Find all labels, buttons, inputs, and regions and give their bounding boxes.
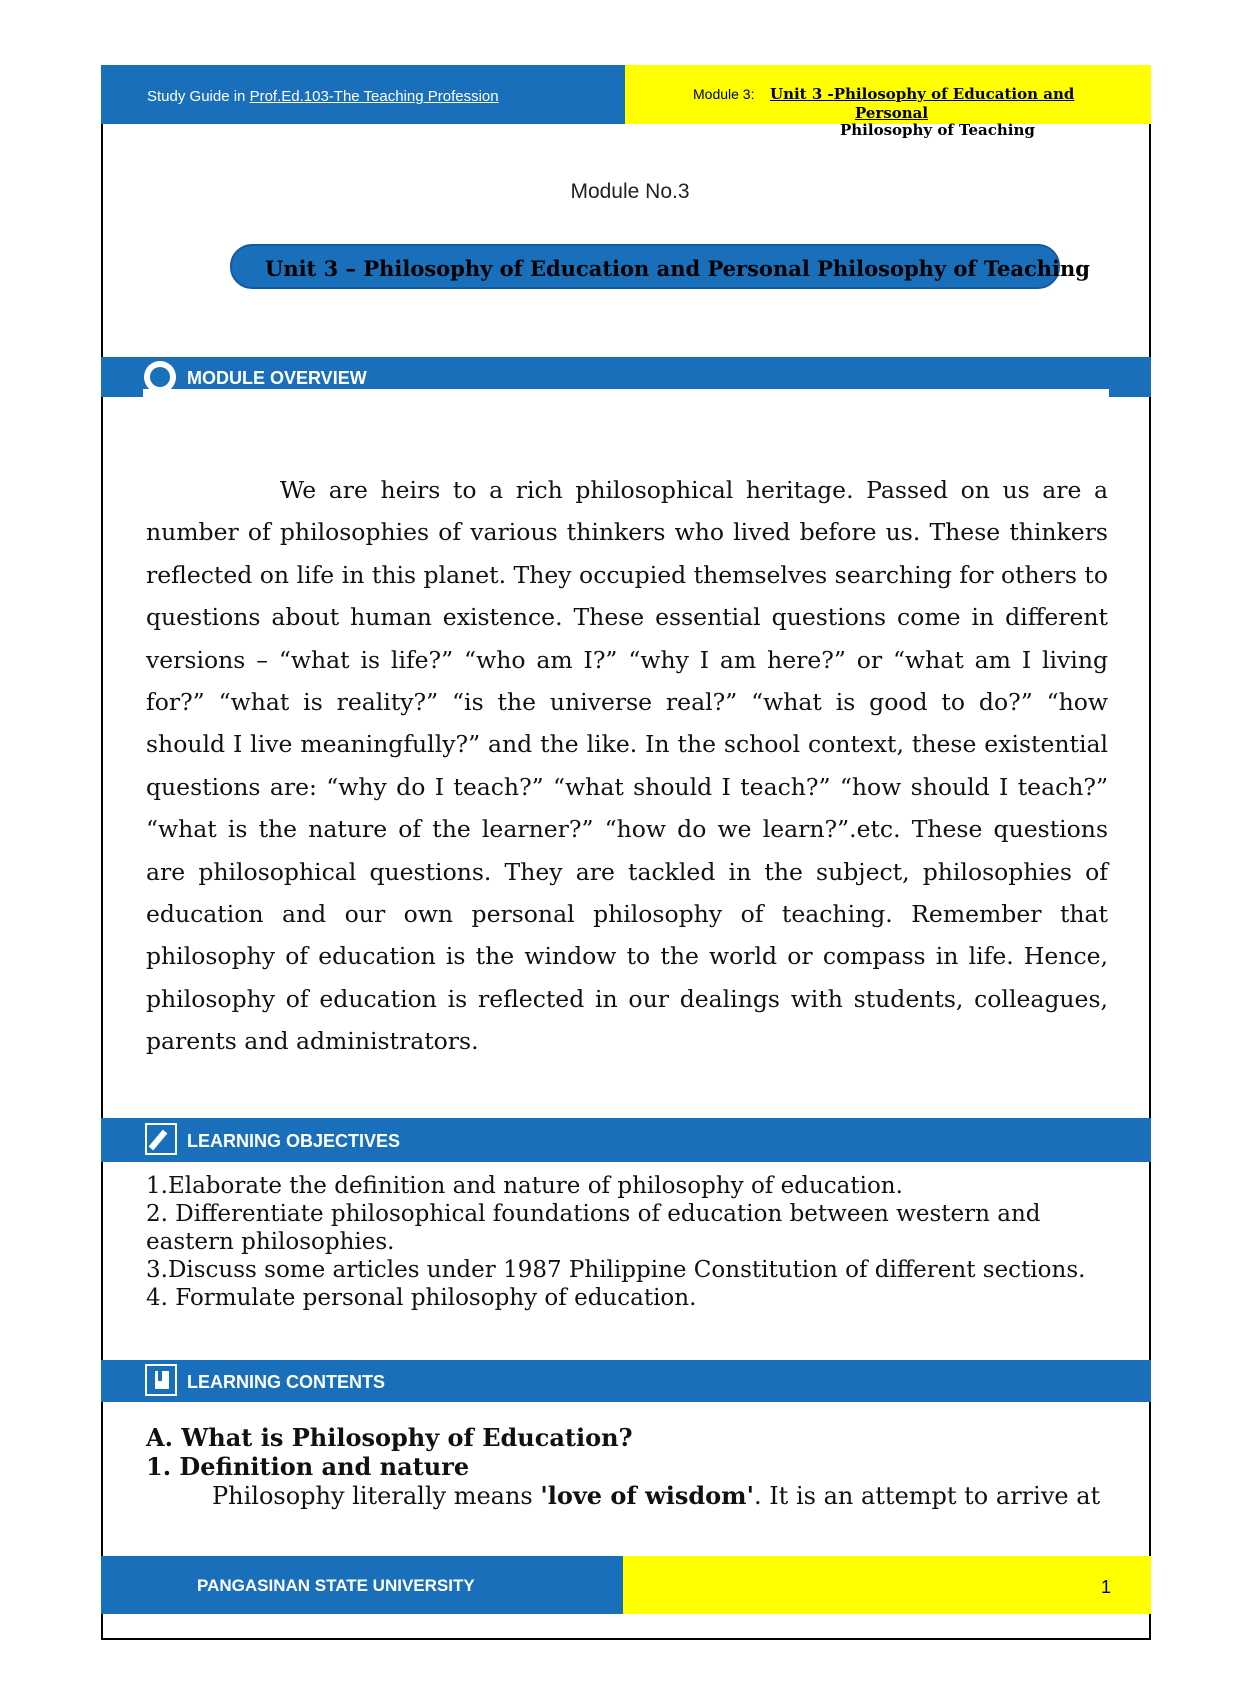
overview-paragraph: [146, 469, 1108, 1063]
header-left: [101, 65, 625, 124]
header-prefix: Study Guide in: [147, 88, 250, 105]
content-text-suffix: . It is an attempt to arrive at: [753, 1482, 1101, 1510]
header-right: [625, 65, 1151, 139]
content-text-prefix: Philosophy literally means: [212, 1482, 541, 1510]
objective-item: 3.Discuss some articles under 1987 Philippine Constitution of different sections.: [146, 1257, 1086, 1283]
unit-header-line3: Philosophy of Teaching: [840, 121, 1035, 139]
overview-text: We are heirs to a rich philosophical heritage. Passed on us are a number of philosophies of various thinkers who lived before us. These thinkers reflected on life in this planet. They occupied themselves searching for others to questions about human existence. These essential questions come in different versions – “what is life?” “who am I?” “why I am here?” or “what am I living for?” “what is reality?” “is the universe real?” “what is good to do?” “how should I live meaningfully?” and the like. In the school context, these existential questions are: “why do I teach?” “what should I teach?” “how should I teach?” “what is the nature of the learner?” “how do we learn?”.etc. These questions are philosophical questions. They are tackled in the subject, philosophies of education and our own personal philosophy of teaching. Remember that philosophy of education is the window to the world or compass in life. Hence, philosophy of education is reflected in our dealings with students, colleagues, parents and administrators.: [146, 476, 1108, 1056]
module-number: Module No.3: [570, 180, 690, 203]
university-name: PANGASINAN STATE UNIVERSITY: [197, 1576, 475, 1595]
objective-item: 1.Elaborate the definition and nature of philosophy of education.: [146, 1173, 903, 1199]
unit-header-line1: Philosophy of Education and: [833, 85, 1075, 103]
course-link[interactable]: Prof.Ed.103-The Teaching Profession: [249, 88, 499, 105]
module-overview-bar: [101, 357, 1151, 397]
learning-contents-bar: [101, 1360, 1151, 1402]
learning-contents: [146, 1423, 1126, 1511]
unit-header-unit: Unit 3 -: [770, 85, 834, 103]
unit-header-line2: Personal: [855, 104, 929, 122]
unit-title-pill: [230, 244, 1090, 289]
pencil-icon: [145, 1123, 177, 1155]
content-heading-1: 1. Definition and nature: [146, 1452, 470, 1481]
footer-left: [101, 1556, 623, 1614]
unit-header: [770, 85, 1074, 103]
content-text-bold: 'love of wisdom': [540, 1481, 754, 1510]
module-label: Module 3:: [693, 86, 755, 102]
objectives-list: [146, 1172, 1126, 1312]
footer-right: [623, 1556, 1151, 1614]
objective-item: 2. Differentiate philosophical foundations of education between western and eastern philosophies.: [146, 1201, 1041, 1255]
unit-title: Unit 3 – Philosophy of Education and Personal Philosophy of Teaching: [265, 256, 1090, 281]
target-icon: [144, 361, 176, 393]
content-paragraph: [146, 1481, 1126, 1511]
objective-item: 4. Formulate personal philosophy of education.: [146, 1285, 697, 1311]
learning-objectives-bar: [101, 1118, 1151, 1162]
page-number: 1: [1101, 1577, 1112, 1597]
book-icon: [145, 1364, 177, 1396]
bar-underline: [143, 389, 1109, 397]
learning-contents-title: LEARNING CONTENTS: [187, 1372, 385, 1392]
module-overview-title: MODULE OVERVIEW: [187, 368, 367, 388]
learning-objectives-title: LEARNING OBJECTIVES: [187, 1131, 401, 1151]
content-heading-a: A. What is Philosophy of Education?: [146, 1423, 633, 1452]
